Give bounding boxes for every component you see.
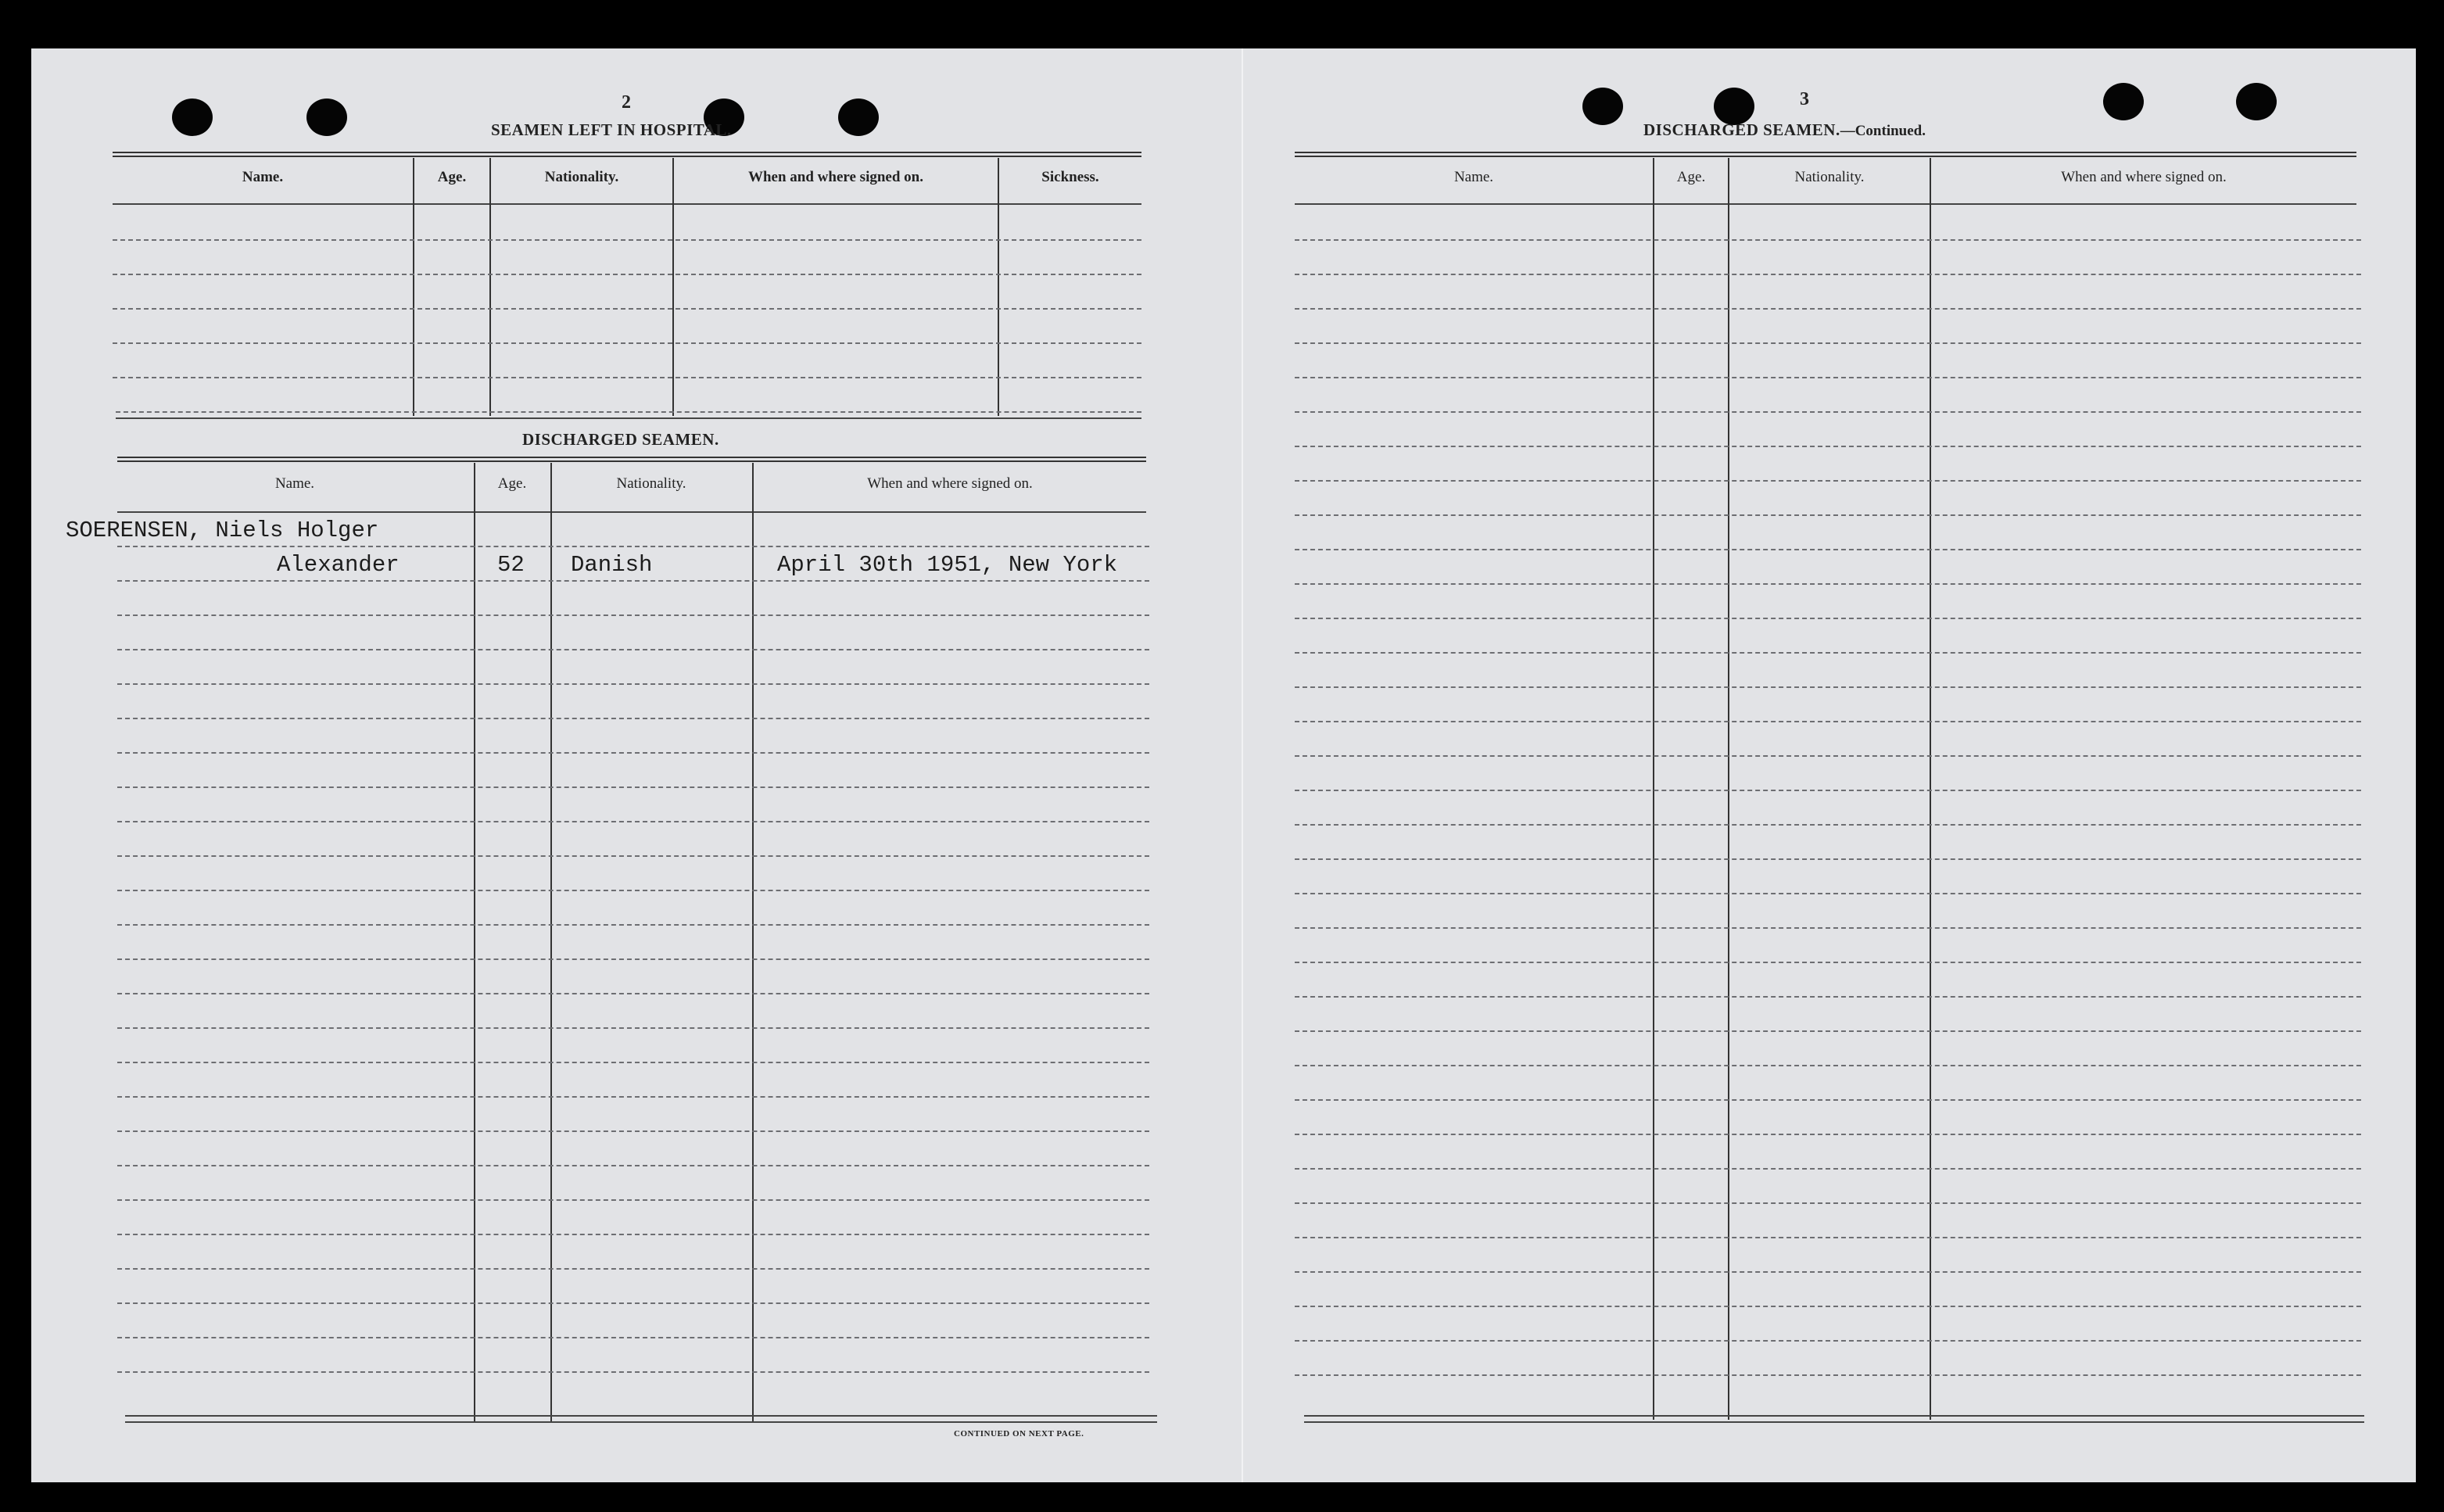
ruled-line	[117, 993, 1149, 994]
ruled-line	[117, 649, 1149, 650]
ruled-line	[117, 1027, 1149, 1029]
hospital-table-top-rule	[113, 152, 1141, 157]
ruled-line	[117, 546, 1149, 547]
ruled-line	[1295, 1030, 2361, 1032]
ruled-line	[117, 1199, 1149, 1201]
ruled-line	[117, 786, 1149, 788]
ruled-line	[117, 821, 1149, 822]
ruled-line	[1295, 858, 2361, 860]
ruled-line	[1295, 652, 2361, 654]
ruled-line	[1295, 686, 2361, 688]
column-divider	[550, 463, 552, 1421]
ruled-line	[113, 342, 1141, 344]
discharged-col-signed-on: When and where signed on.	[867, 475, 1033, 492]
hospital-col-nationality: Nationality.	[544, 169, 619, 185]
ruled-line	[117, 683, 1149, 685]
ruled-line	[117, 1130, 1149, 1132]
right-col-signed-on: When and where signed on.	[2061, 169, 2227, 185]
punch-hole	[2103, 83, 2144, 120]
ruled-line	[117, 1371, 1149, 1373]
ruled-line	[1295, 721, 2361, 722]
ruled-line	[1295, 1202, 2361, 1204]
right-col-name: Name.	[1453, 169, 1494, 185]
discharged-section-title: DISCHARGED SEAMEN.	[522, 430, 719, 449]
right-table-top-rule	[1295, 152, 2356, 157]
ruled-line	[117, 580, 1149, 582]
hospital-col-signed-on: When and where signed on.	[747, 169, 923, 185]
entry-name-line2: Alexander	[277, 552, 400, 578]
page-number-left: 2	[622, 92, 631, 113]
punch-hole	[838, 99, 879, 136]
ruled-line	[113, 274, 1141, 275]
ruled-line	[117, 752, 1149, 754]
hospital-table-bottom-rule	[116, 417, 1141, 419]
ruled-line	[1295, 308, 2361, 310]
page-fold	[1242, 48, 1243, 1482]
entry-signed-on: April 30th 1951, New York	[777, 552, 1118, 578]
ruled-line	[1295, 618, 2361, 619]
discharged-table-bottom-rule	[125, 1415, 1157, 1417]
discharged-table-header-rule	[117, 511, 1146, 513]
ruled-line	[1295, 1065, 2361, 1066]
discharged-table-bottom-rule	[125, 1421, 1157, 1423]
hospital-section-title: SEAMEN LEFT IN HOSPITAL.	[491, 120, 732, 139]
punch-hole	[1714, 88, 1754, 125]
ruled-line	[1295, 1168, 2361, 1170]
ruled-line	[1295, 755, 2361, 757]
ruled-line	[1295, 1306, 2361, 1307]
page-number-right: 3	[1800, 89, 1809, 109]
ruled-line	[1295, 549, 2361, 550]
hospital-col-age: Age.	[437, 169, 467, 185]
column-divider	[1728, 158, 1729, 1420]
ruled-line	[117, 1337, 1149, 1338]
ruled-line	[1295, 446, 2361, 447]
discharged-col-name: Name.	[274, 475, 315, 492]
ruled-line	[1295, 927, 2361, 929]
ruled-line	[117, 890, 1149, 891]
ruled-line	[117, 1165, 1149, 1166]
ruled-line	[117, 1302, 1149, 1304]
hospital-table-header-rule	[113, 203, 1141, 205]
ruled-line	[1295, 1237, 2361, 1238]
punch-hole	[306, 99, 347, 136]
ruled-line	[117, 958, 1149, 960]
ruled-line	[117, 1096, 1149, 1098]
right-table-bottom-rule	[1304, 1421, 2364, 1423]
right-col-nationality: Nationality.	[1794, 169, 1865, 185]
continued-footer: CONTINUED ON NEXT PAGE.	[954, 1429, 1084, 1439]
ruled-line	[113, 308, 1141, 310]
hospital-col-name: Name.	[242, 169, 284, 185]
ruled-line	[113, 377, 1141, 378]
ruled-line	[1295, 1134, 2361, 1135]
punch-hole	[2236, 83, 2277, 120]
entry-name-line1: SOERENSEN, Niels Holger	[66, 518, 379, 543]
ruled-line	[1295, 342, 2361, 344]
ruled-line	[117, 855, 1149, 857]
ruled-line	[1295, 480, 2361, 482]
ruled-line	[116, 411, 1141, 413]
right-col-age: Age.	[1676, 169, 1706, 185]
ruled-line	[1295, 239, 2361, 241]
punch-hole	[1582, 88, 1623, 125]
ruled-line	[1295, 274, 2361, 275]
ruled-line	[1295, 583, 2361, 585]
ruled-line	[1295, 790, 2361, 791]
ruled-line	[1295, 996, 2361, 998]
ruled-line	[1295, 377, 2361, 378]
column-divider	[752, 463, 754, 1421]
ruled-line	[117, 1062, 1149, 1063]
entry-nationality: Danish	[571, 552, 653, 578]
column-divider	[1930, 158, 1931, 1420]
right-table-bottom-rule	[1304, 1415, 2364, 1417]
ruled-line	[113, 239, 1141, 241]
right-table-header-rule	[1295, 203, 2356, 205]
ledger-spread	[31, 48, 2416, 1482]
continued-suffix: —Continued.	[1840, 123, 1926, 139]
ruled-line	[1295, 1271, 2361, 1273]
ruled-line	[1295, 514, 2361, 516]
hospital-col-sickness: Sickness.	[1041, 169, 1099, 185]
ruled-line	[117, 1268, 1149, 1270]
ruled-line	[117, 924, 1149, 926]
discharged-table-top-rule	[117, 457, 1146, 462]
ruled-line	[117, 614, 1149, 616]
entry-age: 52	[497, 552, 525, 578]
ruled-line	[1295, 1340, 2361, 1342]
ruled-line	[117, 718, 1149, 719]
discharged-col-nationality: Nationality.	[616, 475, 686, 492]
ruled-line	[117, 1234, 1149, 1235]
column-divider	[474, 463, 475, 1421]
column-divider	[1653, 158, 1654, 1420]
ruled-line	[1295, 411, 2361, 413]
punch-hole	[172, 99, 213, 136]
discharged-col-age: Age.	[497, 475, 527, 492]
ruled-line	[1295, 1374, 2361, 1376]
ruled-line	[1295, 893, 2361, 894]
ruled-line	[1295, 962, 2361, 963]
ruled-line	[1295, 824, 2361, 826]
ruled-line	[1295, 1099, 2361, 1101]
right-section-title: DISCHARGED SEAMEN.—Continued.	[1643, 120, 1926, 139]
